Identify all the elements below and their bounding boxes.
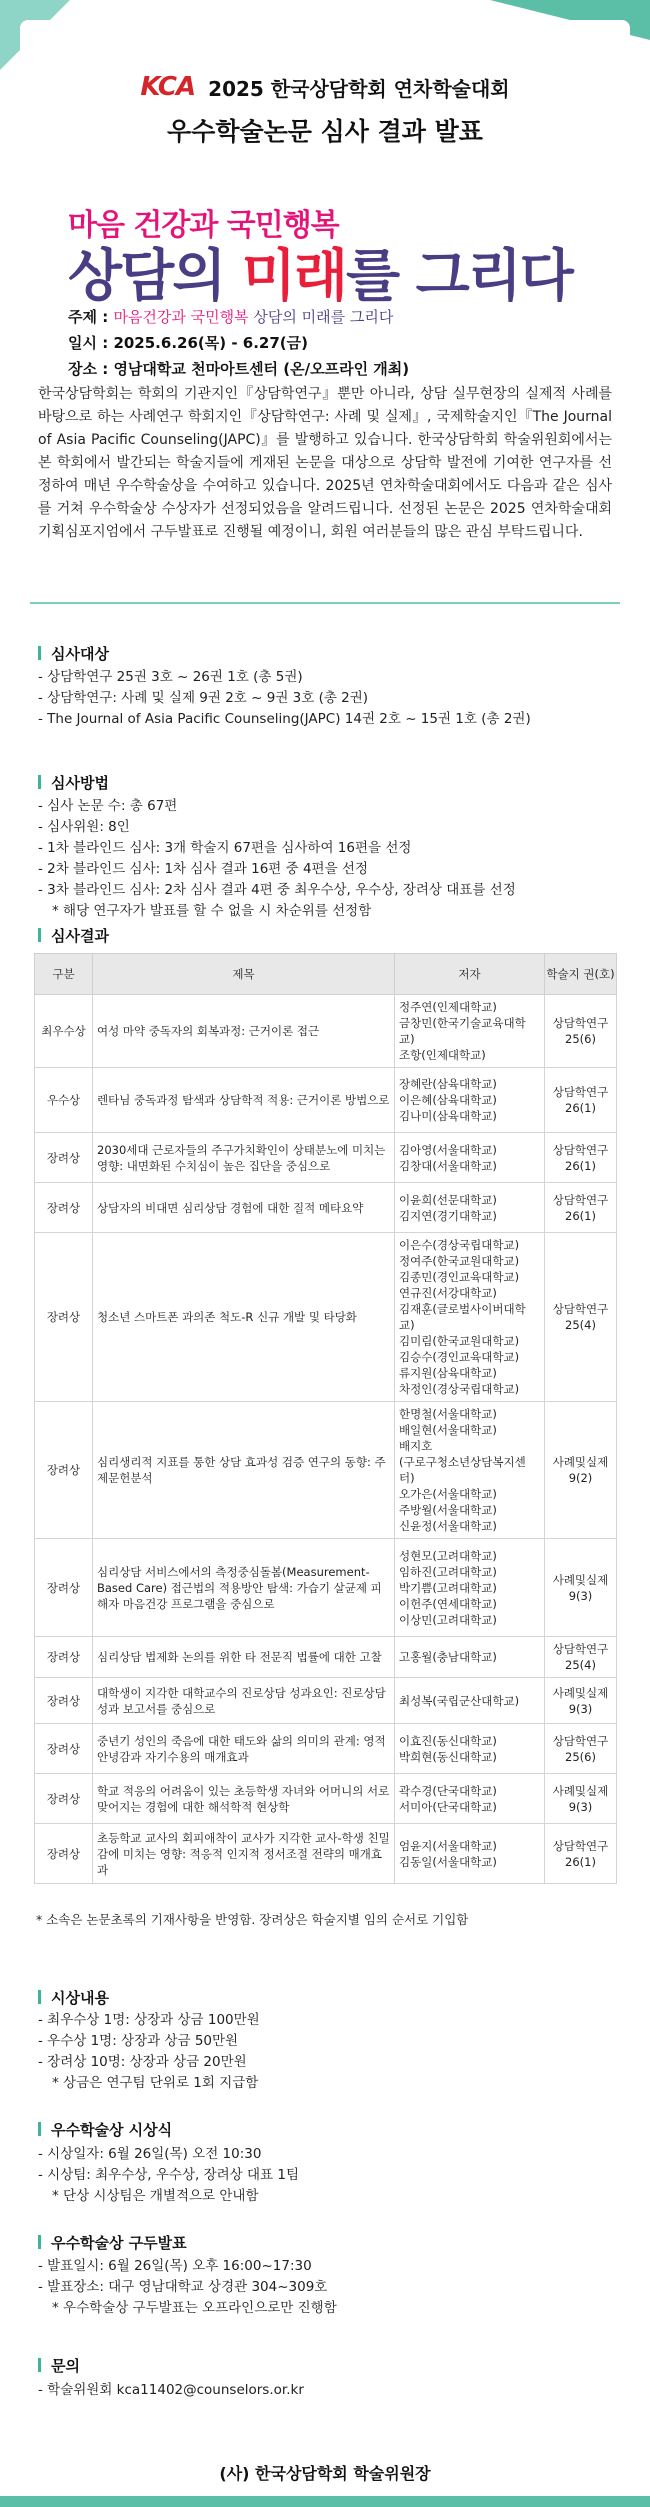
journal-cell: 사례및실제 9(3) — [545, 1539, 617, 1637]
list-item: - 장려상 10명: 상장과 상금 20만원 — [38, 2054, 247, 2070]
header-card — [20, 20, 630, 378]
authors-cell: 정주연(인제대학교) 금창민(한국기술교육대학교) 조항(인제대학교) — [395, 995, 545, 1068]
ceremony-title: 우수학술상 시상식 — [51, 2121, 173, 2139]
contact-email: - 학술위원회 kca11402@counselors.or.kr — [38, 2382, 304, 2398]
theme-value-dark: 상담의 미래를 그리다 — [248, 308, 394, 326]
authors-cell: 엄윤지(서울대학교) 김동일(서울대학교) — [395, 1824, 545, 1884]
table-row — [35, 1539, 617, 1637]
header-title: 제목 — [93, 954, 395, 995]
date-value: 2025.6.26(목) - 6.27(금) — [113, 334, 308, 352]
method-heading — [38, 772, 109, 793]
award-cell: 장려상 — [35, 1183, 93, 1233]
conference-title: 2025 한국상담학회 연차학술대회 — [208, 76, 510, 101]
journal-cell: 사례및실제 9(3) — [545, 1774, 617, 1824]
ceremony-heading — [38, 2119, 172, 2140]
award-cell: 장려상 — [35, 1637, 93, 1678]
journal-cell: 상담학연구 25(6) — [545, 995, 617, 1068]
list-item: - 발표장소: 대구 영남대학교 상경관 304~309호 — [38, 2279, 328, 2295]
journal-cell: 상담학연구 25(6) — [545, 1724, 617, 1774]
theme-label: 주제 : — [68, 308, 114, 326]
heading-bar-icon — [38, 1990, 41, 2004]
award-cell: 장려상 — [35, 1678, 93, 1724]
presentation-title: 우수학술상 구두발표 — [51, 2234, 187, 2252]
title-cell: 여성 마약 중독자의 회복과정: 근거이론 접근 — [93, 995, 395, 1068]
bottom-band — [0, 2496, 650, 2507]
contact-list — [38, 2380, 612, 2401]
targets-title: 심사대상 — [51, 645, 109, 663]
results-table — [34, 953, 617, 1884]
theme-line — [68, 306, 393, 327]
kca-logo: KCA — [140, 72, 196, 102]
logo-row — [20, 72, 630, 102]
title-cell: 상담자의 비대면 심리상담 경험에 대한 질적 메타요약 — [93, 1183, 395, 1233]
table-header-row — [35, 954, 617, 995]
theme-value-pink: 마음건강과 국민행복 — [113, 308, 249, 326]
title-cell: 심리상담 법제화 논의를 위한 타 전문직 법률에 대한 고찰 — [93, 1637, 395, 1678]
award-cell: 장려상 — [35, 1539, 93, 1637]
authors-cell: 김아영(서울대학교) 김창대(서울대학교) — [395, 1133, 545, 1183]
title-cell: 렌타님 중독과정 탐색과 상담학적 적용: 근거이론 방법으로 — [93, 1068, 395, 1133]
venue-label: 장소 : — [68, 360, 114, 378]
authors-cell: 성현모(고려대학교) 임하진(고려대학교) 박기쁨(고려대학교) 이헌주(연세대학교) 이상민(고려대학교) — [395, 1539, 545, 1637]
results-title: 심사결과 — [51, 927, 109, 945]
header-authors: 저자 — [395, 954, 545, 995]
authors-cell: 고홍월(충남대학교) — [395, 1637, 545, 1678]
title-cell: 2030세대 근로자들의 주구가치확인이 상태분노에 미치는 영향: 내면화된 수치심이 높은 집단을 중심으로 — [93, 1133, 395, 1183]
table-row — [35, 1824, 617, 1884]
authors-cell: 곽수경(단국대학교) 서미아(단국대학교) — [395, 1774, 545, 1824]
authors-cell: 장혜란(삼육대학교) 이은혜(삼육대학교) 김나미(삼육대학교) — [395, 1068, 545, 1133]
contact-heading — [38, 2355, 80, 2376]
method-note: * 해당 연구자가 발표를 할 수 없을 시 차순위를 선정함 — [52, 903, 372, 919]
heading-bar-icon — [38, 646, 41, 660]
title-cell: 심리상담 서비스에서의 측정중심돌봄(Measurement-Based Care) 접근법의 적용방안 탐색: 가습기 살균제 피해자 마음건강 프로그램을 중심으로 — [93, 1539, 395, 1637]
header-journal: 학술지 권(호) — [545, 954, 617, 995]
list-item: - The Journal of Asia Pacific Counseling(JAPC) 14권 2호 ~ 15권 1호 (총 2권) — [38, 711, 531, 727]
journal-cell: 상담학연구 25(4) — [545, 1637, 617, 1678]
award-cell: 최우수상 — [35, 995, 93, 1068]
authors-cell: 이효진(동신대학교) 박희현(동신대학교) — [395, 1724, 545, 1774]
section-divider — [30, 602, 620, 604]
awards-list — [38, 2010, 612, 2094]
results-heading — [38, 925, 109, 946]
table-row — [35, 1774, 617, 1824]
method-title: 심사방법 — [51, 774, 109, 792]
title-cell: 학교 적응의 어려움이 있는 초등학생 자녀와 어머니의 서로 맞어지는 경험에 대한 해석학적 현상학 — [93, 1774, 395, 1824]
table-row — [35, 1233, 617, 1402]
authors-cell: 최성복(국립군산대학교) — [395, 1678, 545, 1724]
authors-cell: 한명철(서울대학교) 배일현(서울대학교) 배지호 (구로구청소년상담복지센터) 오가은(서울대학교) 주방월(서울대학교) 신윤정(서울대학교) — [395, 1402, 545, 1539]
venue-value: 영남대학교 천마아트센터 (온/오프라인 개최) — [113, 360, 410, 378]
award-cell: 장려상 — [35, 1774, 93, 1824]
page-title: 우수학술논문 심사 결과 발표 — [167, 117, 483, 146]
presentation-note: * 우수학술상 구두발표는 오프라인으로만 진행함 — [52, 2300, 337, 2316]
intro-text: 한국상담학회는 학회의 기관지인『상담학연구』뿐만 아니라, 상담 실무현장의 실제적 사례를 바탕으로 하는 사례연구 학회지인『상담학연구: 사례 및 실제』, 국제학술지인『The Journal of Asia Pacific Counseling(JAPC)』를 발행하고 있습니다. 한국상담학회 학술위원회에서는 본 학회에서 발간되는 학술지들에 게재된 논문을 대상으로 상담학 발전에 기여한 연구자를 선정하여 매년 우수학술상을 수여하고 있습니다. 2025년 연차학술대회에서도 다음과 같은 심사를 거쳐 우수학술상 수상자가 선정되었음을 알려드립니다. 선정된 논문은 2025 연차학술대회 기획심포지엄에서 구두발표로 진행될 예정이니, 회원 여러분들의 많은 관심 부탁드립니다. — [38, 386, 612, 540]
journal-cell: 상담학연구 26(1) — [545, 1068, 617, 1133]
targets-heading — [38, 643, 109, 664]
slogan-main — [68, 242, 572, 312]
presentation-list — [38, 2256, 612, 2319]
title-cell: 초등학교 교사의 회피애착이 교사가 지각한 교사-학생 친밀감에 미치는 영향: 적응적 인지적 정서조절 전략의 매개효과 — [93, 1824, 395, 1884]
awards-note: * 상금은 연구팀 단위로 1회 지급함 — [52, 2075, 259, 2091]
authors-cell: 이은수(경상국립대학교) 정여주(한국교원대학교) 김종민(경인교육대학교) 연규진(서강대학교) 김재훈(글로벌사이버대학교) 김미림(한국교원대학교) 김승수(경인교육대학교) 류지원(삼육대학교) 차정인(경상국립대학교) — [395, 1233, 545, 1402]
award-cell: 장려상 — [35, 1824, 93, 1884]
date-label: 일시 : — [68, 334, 114, 352]
list-item: - 시상일자: 6월 26일(목) 오전 10:30 — [38, 2146, 262, 2162]
presentation-heading — [38, 2232, 187, 2253]
table-row — [35, 1068, 617, 1133]
list-item: - 1차 블라인드 심사: 3개 학술지 67편을 심사하여 16편을 선정 — [38, 840, 412, 856]
authors-cell: 이윤희(선문대학교) 김지연(경기대학교) — [395, 1183, 545, 1233]
journal-cell: 상담학연구 25(4) — [545, 1233, 617, 1402]
award-cell: 장려상 — [35, 1233, 93, 1402]
results-note: * 소속은 논문초록의 기재사항을 반영함. 장려상은 학술지별 임의 순서로 기입함 — [36, 1912, 469, 1927]
targets-list — [38, 667, 612, 730]
list-item: - 발표일시: 6월 26일(목) 오후 16:00~17:30 — [38, 2258, 312, 2274]
slogan-main-post: 를 그리다 — [346, 244, 572, 309]
header-award: 구분 — [35, 954, 93, 995]
table-row — [35, 1637, 617, 1678]
heading-bar-icon — [38, 2358, 41, 2372]
award-cell: 장려상 — [35, 1133, 93, 1183]
table-row — [35, 1133, 617, 1183]
title-cell: 중년기 성인의 죽음에 대한 태도와 삶의 의미의 관계: 영적 안녕감과 자기수용의 매개효과 — [93, 1724, 395, 1774]
journal-cell: 상담학연구 26(1) — [545, 1824, 617, 1884]
title-cell: 청소년 스마트폰 과의존 척도-R 신규 개발 및 타당화 — [93, 1233, 395, 1402]
venue-line — [68, 358, 409, 379]
table-row — [35, 1678, 617, 1724]
list-item: - 최우수상 1명: 상장과 상금 100만원 — [38, 2012, 260, 2028]
list-item: - 심사위원: 8인 — [38, 819, 130, 835]
award-cell: 장려상 — [35, 1724, 93, 1774]
contact-title: 문의 — [51, 2357, 80, 2375]
awards-heading — [38, 1987, 109, 2008]
slogan-subtitle: 마음 건강과 국민행복 — [68, 208, 339, 243]
table-row — [35, 1724, 617, 1774]
ceremony-list — [38, 2144, 612, 2207]
journal-cell: 상담학연구 26(1) — [545, 1133, 617, 1183]
heading-bar-icon — [38, 928, 41, 942]
journal-cell: 사례및실제 9(3) — [545, 1678, 617, 1724]
ceremony-note: * 단상 시상팀은 개별적으로 안내함 — [52, 2188, 259, 2204]
awards-title: 시상내용 — [51, 1989, 109, 2007]
list-item: - 심사 논문 수: 총 67편 — [38, 798, 178, 814]
list-item: - 3차 블라인드 심사: 2차 심사 결과 4편 중 최우수상, 우수상, 장려상 대표를 선정 — [38, 882, 516, 898]
heading-bar-icon — [38, 2122, 41, 2136]
award-cell: 우수상 — [35, 1068, 93, 1133]
list-item: - 시상팀: 최우수상, 우수상, 장려상 대표 1팀 — [38, 2167, 299, 2183]
list-item: - 상담학연구 25권 3호 ~ 26권 1호 (총 5권) — [38, 669, 303, 685]
slogan-main-pre: 상담의 — [68, 244, 242, 309]
date-line — [68, 332, 308, 353]
journal-cell: 사례및실제 9(2) — [545, 1402, 617, 1539]
table-row — [35, 995, 617, 1068]
heading-bar-icon — [38, 775, 41, 789]
list-item: - 2차 블라인드 심사: 1차 심사 결과 16편 중 4편을 선정 — [38, 861, 369, 877]
footer-organization: (사) 한국상담학회 학술위원장 — [219, 2464, 431, 2483]
list-item: - 상담학연구: 사례 및 실제 9권 2호 ~ 9권 3호 (총 2권) — [38, 690, 369, 706]
heading-bar-icon — [38, 2235, 41, 2249]
journal-cell: 상담학연구 26(1) — [545, 1183, 617, 1233]
method-list — [38, 796, 612, 922]
award-cell: 장려상 — [35, 1402, 93, 1539]
table-row — [35, 1402, 617, 1539]
list-item: - 우수상 1명: 상장과 상금 50만원 — [38, 2033, 239, 2049]
title-cell: 대학생이 지각한 대학교수의 진로상담 성과요인: 진로상담성과 보고서를 중심으로 — [93, 1678, 395, 1724]
intro-paragraph — [38, 383, 612, 544]
title-cell: 심리생리적 지표를 통한 상담 효과성 검증 연구의 동향: 주제문헌분석 — [93, 1402, 395, 1539]
slogan-main-highlight: 미래 — [241, 244, 346, 309]
table-row — [35, 1183, 617, 1233]
